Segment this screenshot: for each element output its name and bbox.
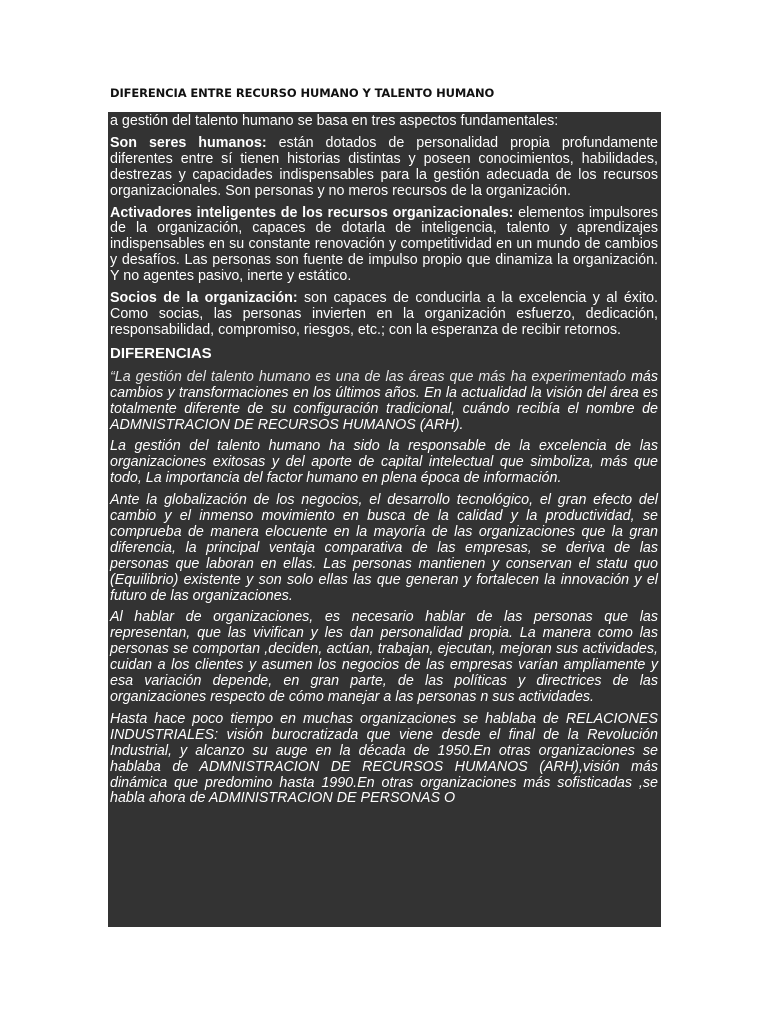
- aspect-text: elementos impulsores de la organización, capaces de dotarla de inteligencia, talento y aprendizajes indispensables en su constante renovación y competitividad en un mundo de cambios y desafíos. Las personas son fuente de impulso propio que dinamiza la organización. Y no agentes pasivo, inerte y estático.: [110, 204, 658, 285]
- content-panel: [108, 112, 661, 927]
- difference-paragraph: Al hablar de organizaciones, es necesario hablar de las personas que las representan, que las vivifican y les dan personalidad propia. La manera como las personas se comportan ,deciden, actúan, trabajan, ejecutan, mejoran sus actividades, cuidan a los clientes y asumen los negocios de las empresas varían ampliamente y esa variación depende, en gran parte, de las políticas y directrices de las organizaciones respecto de cómo manejar a las personas n sus actividades.: [110, 609, 658, 705]
- section-heading: DIFERENCIAS: [110, 344, 212, 362]
- quote-lead: “La gestión del talento humano es una de las áreas que más ha experimentado: [110, 368, 626, 385]
- difference-paragraph: Ante la globalización de los negocios, el desarrollo tecnológico, el gran efecto del cambio y el inmenso movimiento en busca de la calidad y la productividad, se comprueba de manera elocuente en la mayoría de las organizaciones que la gran diferencia, la principal ventaja comparativa de las empresas, se deriva de las personas que laboran en ellas. Las personas mantienen y conservan el statu quo (Equilibrio) existente y son solo ellas las que generan y fortalecen la innovación y el futuro de las organizaciones.: [110, 492, 658, 604]
- aspect-term: Socios de la organización:: [110, 290, 298, 307]
- aspect-paragraph: [110, 206, 658, 286]
- difference-paragraph: La gestión del talento humano ha sido la responsable de la excelencia de las organizaciones exitosas y del aporte de capital intelectual que simboliza, más que todo, La importancia del factor humano en plena época de información.: [110, 438, 658, 487]
- intro-text: a gestión del talento humano se basa en tres aspectos fundamentales:: [110, 113, 559, 129]
- difference-text: más cambios y transformaciones en los últimos años. En la actualidad la visión del área es totalmente diferente de su configuración tradicional, cuándo recibía el nombre de ADMNISTRACION DE RECURSOS HUMANOS (ARH).: [110, 368, 659, 433]
- aspect-paragraph: [110, 291, 658, 339]
- page-title: DIFERENCIA ENTRE RECURSO HUMANO Y TALENTO HUMANO: [110, 86, 495, 100]
- difference-paragraph: [110, 370, 658, 434]
- aspect-term: Activadores inteligentes de los recursos organizacionales:: [110, 204, 514, 221]
- aspect-paragraph: [110, 136, 658, 200]
- aspect-term: Son seres humanos:: [110, 134, 267, 151]
- difference-paragraph: Hasta hace poco tiempo en muchas organizaciones se hablaba de RELACIONES INDUSTRIALES: visión burocratizada que viene desde el final de la Revolución Industrial, y alcanzo su auge en la década de 1950.En otras organizaciones se hablaba de ADMNISTRACION DE RECURSOS HUMANOS (ARH),visión más dinámica que predomino hasta 1990.En otras organizaciones más sofisticadas ,se habla ahora de ADMINISTRACION DE PERSONAS O: [110, 710, 658, 807]
- aspect-text: son capaces de conducirla a la excelencia y al éxito. Como socias, las personas invierten en la organización esfuerzo, dedicación, responsabilidad, compromiso, riesgos, etc.; con la esperanza de recibir retornos.: [110, 290, 658, 338]
- aspect-text: están dotados de personalidad propia profundamente diferentes entre sí tienen historias distintas y poseen conocimientos, habilidades, destrezas y capacidades indispensables para la gestión adecuada de los recursos organizacionales. Son personas y no meros recursos de la organización.: [110, 134, 658, 199]
